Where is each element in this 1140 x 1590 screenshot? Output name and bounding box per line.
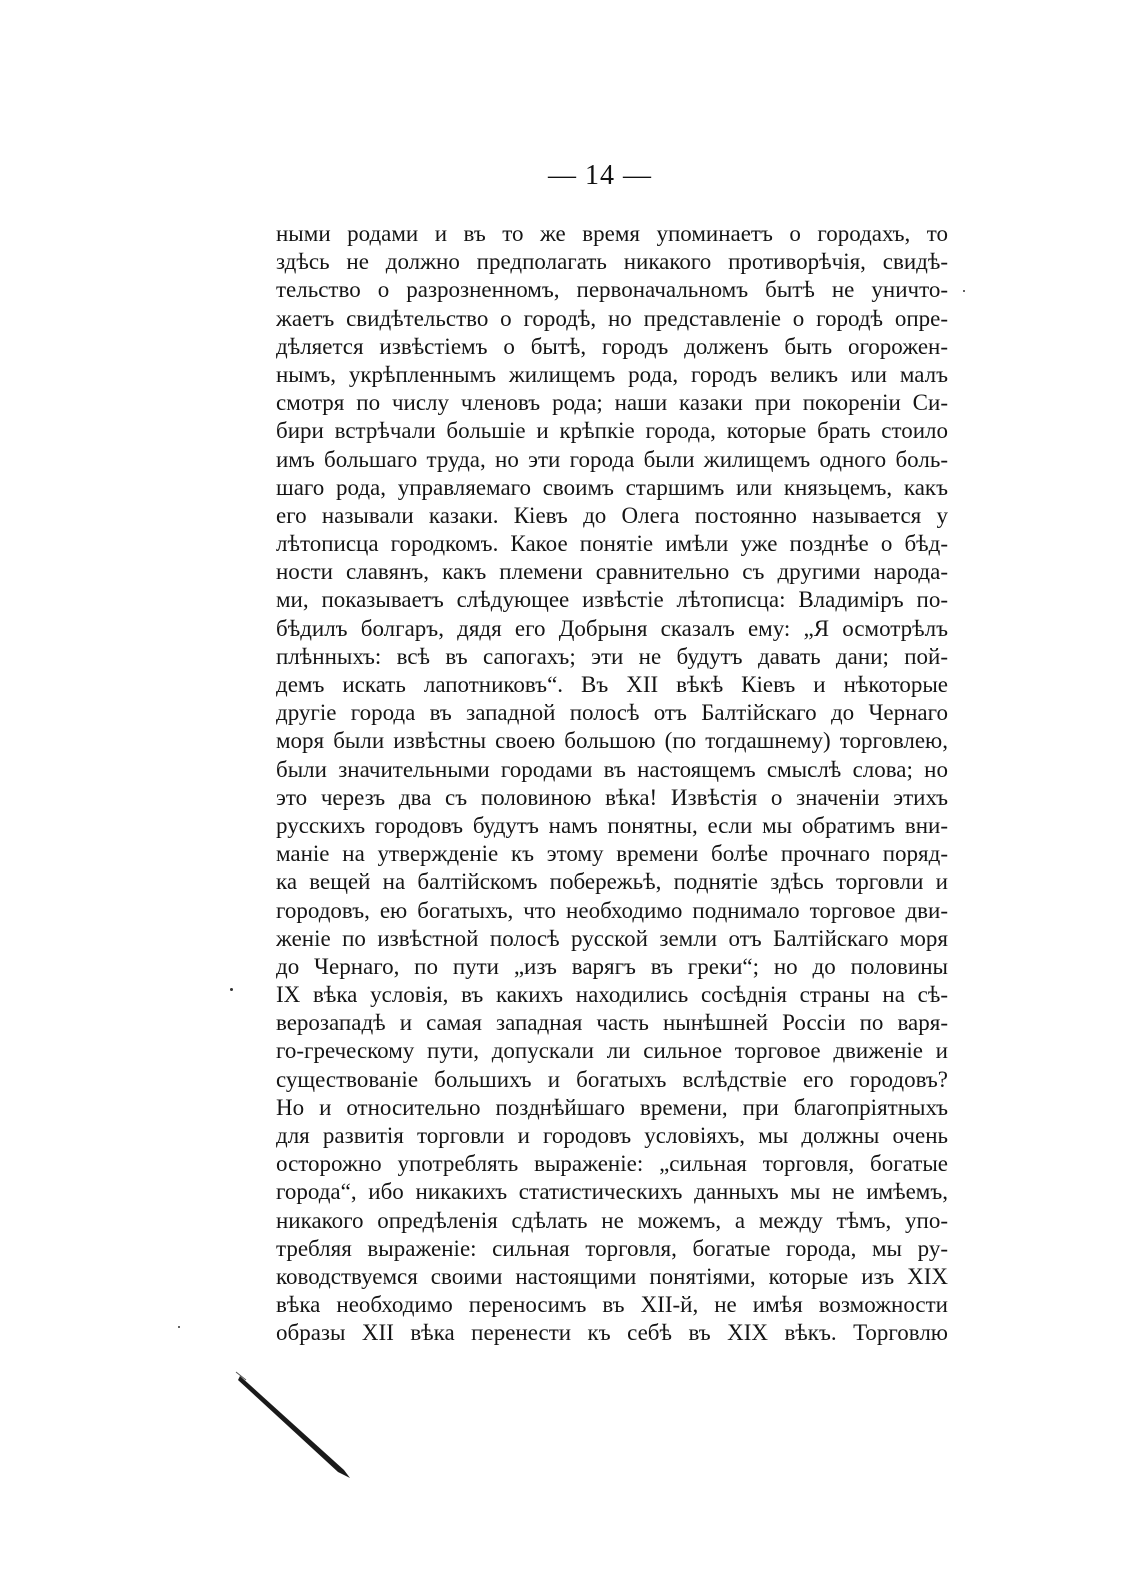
text-line: городовъ, ею богатыхъ, что необходимо поднимало торговое дви- bbox=[276, 897, 948, 923]
text-line: существованіе большихъ и богатыхъ вслѣдствіе его городовъ? bbox=[276, 1066, 948, 1092]
text-line: здѣсь не должно предполагать никакого противорѣчія, свидѣ- bbox=[276, 249, 948, 275]
text-line: его называли казаки. Кіевъ до Олега постоянно называется у bbox=[276, 502, 948, 528]
text-line: были значительными городами въ настоящемъ смыслѣ слова; но bbox=[276, 756, 948, 782]
text-line: шаго рода, управляемаго своимъ старшимъ или князьцемъ, какъ bbox=[276, 474, 948, 500]
text-line: никакого опредѣленія сдѣлать не можемъ, а между тѣмъ, упо- bbox=[276, 1207, 948, 1233]
text-line: для развитія торговли и городовъ условіяхъ, мы должны очень bbox=[276, 1123, 948, 1148]
text-line: лѣтописца городкомъ. Какое понятіе имѣли уже позднѣе о бѣд- bbox=[276, 531, 948, 557]
text-line: маніе на утвержденіе къ этому времени болѣе прочнаго поряд- bbox=[276, 841, 948, 867]
text-line: бири встрѣчали большіе и крѣпкіе города, которые брать стоило bbox=[276, 418, 948, 444]
text-line: города“, ибо никакихъ статистическихъ данныхъ мы не имѣемъ, bbox=[276, 1179, 948, 1205]
margin-speck bbox=[963, 290, 965, 292]
text-line: осторожно употреблять выраженіе: „сильная торговля, богатые bbox=[276, 1151, 948, 1177]
text-line: ности славянъ, какъ племени сравнительно съ другими народа- bbox=[276, 559, 948, 585]
text-line: Но и относительно позднѣйшаго времени, при благопріятныхъ bbox=[276, 1094, 948, 1120]
text-line: IX вѣка условія, въ какихъ находились сосѣднія страны на сѣ- bbox=[276, 982, 948, 1008]
text-line: ными родами и въ то же время упоминаетъ о городахъ, то bbox=[276, 221, 948, 246]
page-number: — 14 — bbox=[548, 160, 652, 191]
text-line: это черезъ два съ половиною вѣка! Извѣстія о значеніи этихъ bbox=[276, 784, 948, 810]
ink-stroke-mark bbox=[232, 1368, 362, 1488]
text-line: смотря по числу членовъ рода; наши казаки при покореніи Си- bbox=[276, 390, 948, 416]
text-line: нымъ, укрѣпленнымъ жилищемъ рода, городъ великъ или малъ bbox=[276, 361, 948, 387]
text-line: до Чернаго, по пути „изъ варягъ въ греки“; но до половины bbox=[276, 953, 948, 979]
text-line: дѣляется извѣстіемъ о бытѣ, городъ долженъ быть огорожен- bbox=[276, 333, 948, 359]
text-line: имъ большаго труда, но эти города были жилищемъ одного боль- bbox=[276, 446, 948, 472]
body-text bbox=[276, 220, 948, 1348]
text-line: демъ искать лапотниковъ“. Въ XII вѣкѣ Кіевъ и нѣкоторые bbox=[276, 672, 948, 697]
text-line: другіе города въ западной полосѣ отъ Балтійскаго до Чернаго bbox=[276, 700, 948, 726]
margin-speck bbox=[230, 988, 233, 991]
text-line: вѣка необходимо переносимъ въ XII-й, не имѣя возможности bbox=[276, 1292, 948, 1318]
text-line: го-греческому пути, допускали ли сильное торговое движеніе и bbox=[276, 1038, 948, 1064]
text-line: тельство о разрозненномъ, первоначальномъ бытѣ не уничто- bbox=[276, 277, 948, 303]
text-line: верозападѣ и самая западная часть нынѣшней Россіи по варя- bbox=[276, 1010, 948, 1036]
text-line: требляя выраженіе: сильная торговля, богатые города, мы ру- bbox=[276, 1235, 948, 1261]
text-line: бѣдилъ болгаръ, дядя его Добрыня сказалъ ему: „Я осмотрѣлъ bbox=[276, 615, 948, 641]
text-line: ководствуемся своими настоящими понятіями, которые изъ XIX bbox=[276, 1263, 948, 1289]
text-line: плѣнныхъ: всѣ въ сапогахъ; эти не будутъ давать дани; пой- bbox=[276, 643, 948, 669]
text-line: образы XII вѣка перенести къ себѣ въ XIX вѣкъ. Торговлю bbox=[276, 1320, 948, 1346]
text-line: жаетъ свидѣтельство о городѣ, но представленіе о городѣ опре- bbox=[276, 305, 948, 331]
text-line: моря были извѣстны своею большою (по тогдашнему) торговлею, bbox=[276, 728, 948, 754]
text-line: ми, показываетъ слѣдующее извѣстіе лѣтописца: Владиміръ по- bbox=[276, 587, 948, 613]
margin-speck bbox=[178, 1326, 180, 1328]
text-line: русскихъ городовъ будутъ намъ понятны, если мы обратимъ вни- bbox=[276, 812, 948, 838]
text-line: ка вещей на балтійскомъ побережьѣ, поднятіе здѣсь торговли и bbox=[276, 869, 948, 895]
text-line: женіе по извѣстной полосѣ русской земли отъ Балтійскаго моря bbox=[276, 925, 948, 951]
